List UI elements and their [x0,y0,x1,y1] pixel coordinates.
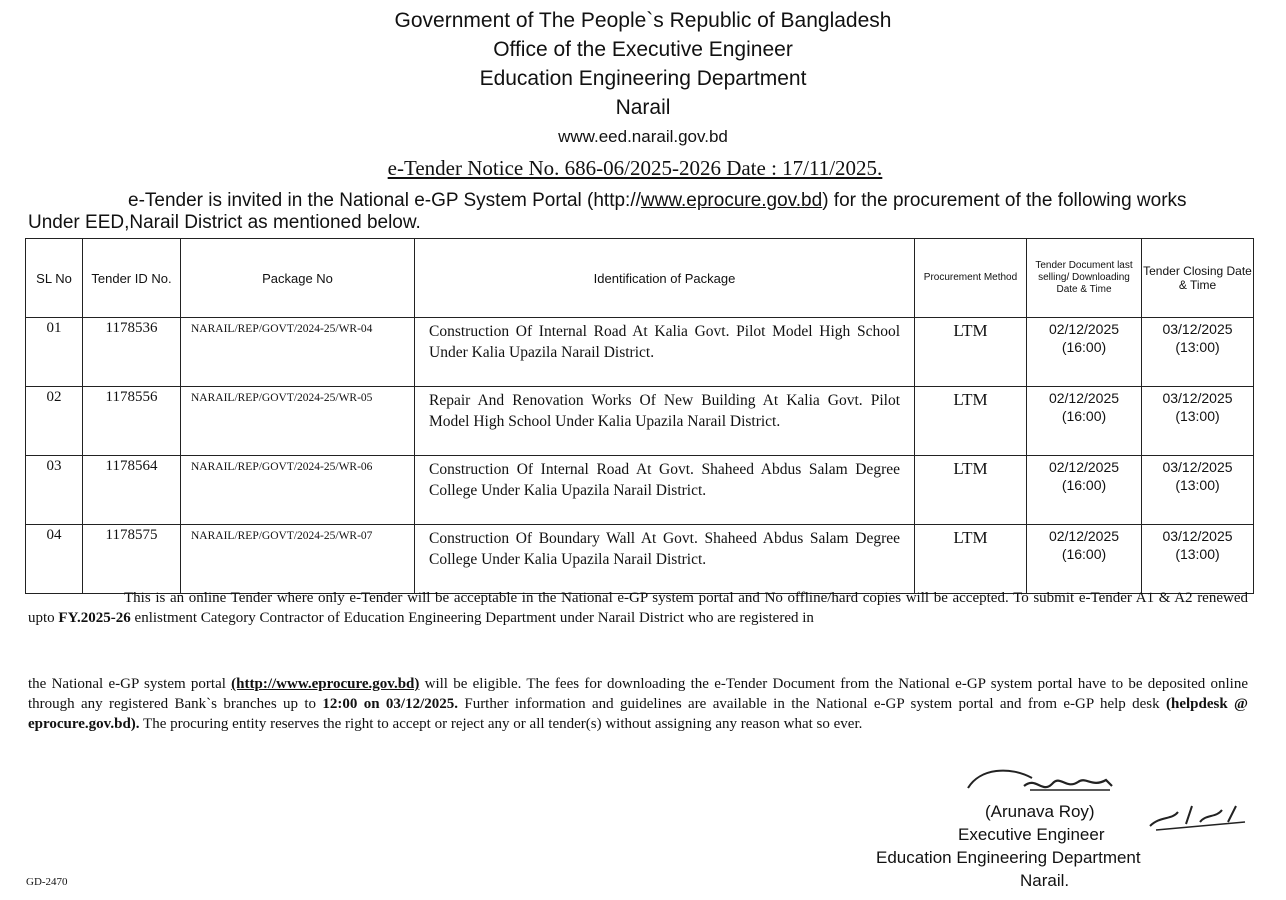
cell-tender-id: 1178556 [83,387,181,456]
cell-sl: 02 [26,387,83,456]
cell-tender-id: 1178564 [83,456,181,525]
cell-package: NARAIL/REP/GOVT/2024-25/WR-06 [181,456,415,525]
document-code: GD-2470 [26,876,68,888]
close-date: 03/12/2025 [1162,390,1233,406]
cell-method: LTM [915,525,1027,594]
intro-text-1: e-Tender is invited in the National e-GP System Portal (http:// [128,190,641,211]
eligibility-paragraph [28,588,1248,628]
close-date: 03/12/2025 [1162,459,1233,475]
header-sl: SL No [26,239,83,318]
doc-date: 02/12/2025 [1048,390,1120,406]
intro-text-2: ) for the procurement of the following works Under EED,Narail District as mentioned below. [28,190,1187,233]
cell-closing-datetime [1142,456,1254,525]
header-identification: Identification of Package [415,239,915,318]
cell-tender-id: 1178575 [83,525,181,594]
close-time: (13:00) [1175,408,1220,424]
cell-method: LTM [915,318,1027,387]
cell-doc-datetime [1027,318,1142,387]
cell-closing-datetime [1142,387,1254,456]
deposit-deadline: 12:00 on 03/12/2025. [322,696,458,712]
department-title: Education Engineering Department [479,67,807,90]
para1-text-2: enlistment Category Contractor of Education Engineering Department under Narail District who are registered in [130,610,814,626]
website-text: www.eed.narail.gov.bd [558,127,728,146]
header-closing: Tender Closing Date & Time [1142,239,1254,318]
doc-time: (16:00) [1061,477,1107,493]
cell-sl: 04 [26,525,83,594]
doc-date: 02/12/2025 [1048,321,1120,337]
cell-identification: Construction Of Boundary Wall At Govt. Shaheed Abdus Salam Degree College Under Kalia Upazila Narail District. [415,525,915,594]
cell-closing-datetime [1142,318,1254,387]
cell-doc-datetime [1027,525,1142,594]
para2-text-1: the National e-GP system portal [28,676,232,692]
table-row [26,456,1254,525]
government-title: Government of The People`s Republic of Bangladesh [394,9,892,32]
fees-paragraph [28,674,1248,734]
para2-text-3: Further information and guidelines are available in the National e-GP system portal and from e-GP help desk [458,696,1166,712]
doc-date: 02/12/2025 [1048,528,1120,544]
cell-method: LTM [915,456,1027,525]
para2-text-4: The procuring entity reserves the right to accept or reject any or all tender(s) without assigning any reason what so ever. [139,716,863,732]
letterhead [0,6,1286,150]
close-time: (13:00) [1175,546,1220,562]
table-header-row [26,239,1254,318]
cell-doc-datetime [1027,456,1142,525]
table-row [26,318,1254,387]
signature-block [850,800,1270,892]
para1-text-1: This is an online Tender where only e-Tender will be acceptable in the National e-GP system portal and No offline/hard copies will be accepted. To submit e-Tender A1 & A2 renewed upto [28,590,1248,626]
district-title: Narail [615,96,671,119]
tender-table [25,238,1254,594]
doc-time: (16:00) [1061,546,1107,562]
doc-date: 02/12/2025 [1048,459,1120,475]
cell-package: NARAIL/REP/GOVT/2024-25/WR-04 [181,318,415,387]
cell-tender-id: 1178536 [83,318,181,387]
fiscal-year: FY.2025-26 [58,610,131,626]
cell-identification: Construction Of Internal Road At Kalia Govt. Pilot Model High School Under Kalia Upazila Narail District. [415,318,915,387]
cell-sl: 01 [26,318,83,387]
header-tender-id: Tender ID No. [83,239,181,318]
table-row [26,525,1254,594]
eprocure-link[interactable]: (http://www.eprocure.gov.bd) [231,676,420,692]
cell-package: NARAIL/REP/GOVT/2024-25/WR-07 [181,525,415,594]
cell-method: LTM [915,387,1027,456]
close-time: (13:00) [1175,477,1220,493]
table-row [26,387,1254,456]
para2-text-2: will be eligible. The fees for downloading the e-Tender Document from the National e-GP system portal have to be deposited online through any registered Bank`s branches up to [28,676,1248,712]
intro-paragraph [28,190,1228,234]
close-date: 03/12/2025 [1162,321,1233,337]
signatory-name: (Arunava Roy) [985,802,1095,821]
signatory-place: Narail. [1020,871,1070,890]
close-date: 03/12/2025 [1162,528,1233,544]
close-time: (13:00) [1175,339,1220,355]
office-title: Office of the Executive Engineer [493,38,793,61]
doc-time: (16:00) [1061,408,1107,424]
header-method: Procurement Method [915,239,1027,318]
header-doc-selling: Tender Document last selling/ Downloading Date & Time [1027,239,1142,318]
cell-sl: 03 [26,456,83,525]
signatory-title: Executive Engineer [958,825,1105,844]
notice-title: e-Tender Notice No. 686-06/2025-2026 Date : 17/11/2025. [387,156,883,180]
portal-link[interactable]: www.eprocure.gov.bd [640,190,823,211]
cell-closing-datetime [1142,525,1254,594]
signatory-department: Education Engineering Department [876,848,1141,867]
doc-time: (16:00) [1061,339,1107,355]
cell-identification: Construction Of Internal Road At Govt. Shaheed Abdus Salam Degree College Under Kalia Upazila Narail District. [415,456,915,525]
cell-doc-datetime [1027,387,1142,456]
cell-identification: Repair And Renovation Works Of New Building At Kalia Govt. Pilot Model High School Under Kalia Upazila Narail District. [415,387,915,456]
cell-package: NARAIL/REP/GOVT/2024-25/WR-05 [181,387,415,456]
header-package: Package No [181,239,415,318]
helpdesk-contact: (helpdesk @ eprocure.gov.bd). [28,696,1248,732]
